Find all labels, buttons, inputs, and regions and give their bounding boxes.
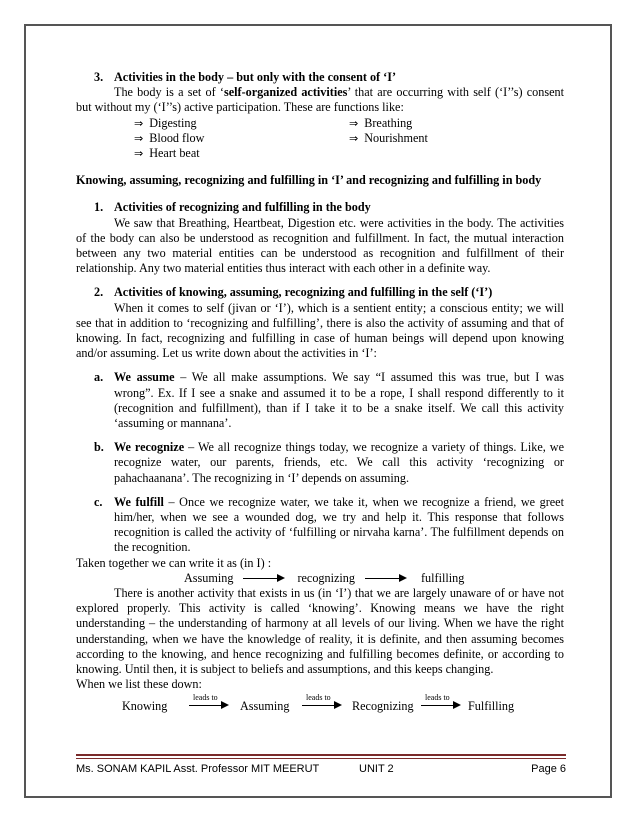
implies-arrow-icon: ⇒	[134, 131, 144, 145]
list-down-line: When we list these down:	[76, 677, 202, 692]
section-1-heading	[94, 200, 564, 215]
right-arrow-icon	[243, 578, 283, 579]
list-item	[134, 146, 349, 161]
flow-word: Fulfilling	[468, 699, 515, 714]
activity-item-assume	[94, 370, 564, 431]
item-text	[114, 370, 564, 431]
leads-to-label: leads to	[193, 693, 218, 703]
footer-rule-thin	[76, 758, 566, 759]
flow-word: Assuming	[240, 699, 290, 714]
text-run: – We all make assumptions. We say “I assumed this was true, but I was wrong”. Ex. If I see a snake and assumed it to be a rope, I shall respond differently to it (recognition and fulfillment), than if I take it to be a snake itself. We call this activity ‘assuming or mannana’.	[114, 370, 564, 431]
list-item	[349, 116, 564, 131]
bold-term: We fulfill	[114, 494, 164, 509]
flow-word: fulfilling	[420, 570, 465, 585]
section-number: 1.	[94, 200, 104, 215]
item-text	[114, 495, 564, 556]
section-number: 2.	[94, 285, 104, 300]
flow-word: Assuming	[184, 570, 234, 585]
function-list	[134, 116, 564, 162]
knowing-paragraph: There is another activity that exists in us (in ‘I’) that we are largely unaware of or have not explored properly. This activity is called ‘knowing’. Knowing means we have the right understanding – the understanding of harmony at all levels of our living. When we have the right understanding, when we have the knowledge of reality, it is definite, and then assuming becomes according to the knowing, and hence recognizing and fulfilling becomes definite, or according to knowing. Until then, it is subject to beliefs and assumptions, and this keeps changing.	[76, 586, 564, 677]
item-label: Breathing	[364, 115, 413, 130]
section-title: Activities of knowing, assuming, recognizing and fulfilling in the self (‘I’)	[114, 285, 493, 300]
footer-rule	[76, 754, 566, 756]
leads-to-label: leads to	[425, 693, 450, 703]
implies-arrow-icon: ⇒	[349, 116, 359, 130]
implies-arrow-icon: ⇒	[349, 131, 359, 145]
section-3-paragraph	[76, 85, 564, 115]
flow-word: Recognizing	[352, 699, 414, 714]
section-3-heading	[94, 70, 564, 85]
item-letter: b.	[94, 440, 104, 455]
right-arrow-icon	[421, 705, 459, 706]
together-line: Taken together we can write it as (in I) :	[76, 555, 272, 570]
page-number: Page 6	[531, 763, 566, 775]
text-run: – Once we recognize water, we take it, when we recognize a friend, we greet him/her, when we see a wounded dog, we try and help it. This response that follows recognition is called the activity of ‘fulfilling or nirvaha karna’. The fulfillment depends on the recognition.	[114, 494, 564, 555]
flow-word: recognizing	[297, 570, 355, 585]
flow-word: Knowing	[122, 699, 168, 714]
list-item	[134, 131, 349, 146]
flow-diagram-2	[76, 694, 564, 716]
section-title: Activities in the body – but only with the consent of ‘I’	[114, 70, 397, 84]
list-item	[349, 131, 564, 146]
item-letter: c.	[94, 494, 103, 509]
text-run: – We all recognize things today, we recognize a variety of things. Like, we recognize water, our parents, friends, etc. We call this activity ‘recognizing or pahachaanana’. The recognizing in ‘I’ depends on assuming.	[114, 440, 564, 485]
implies-arrow-icon: ⇒	[134, 146, 144, 160]
bold-term: We recognize	[114, 440, 185, 455]
activity-item-recognize	[94, 440, 564, 486]
text-run: The body is a set of ‘	[114, 85, 224, 100]
document-body	[76, 70, 564, 716]
section-2-heading	[94, 285, 564, 300]
bold-term: We assume	[114, 370, 175, 385]
page-footer	[76, 763, 566, 779]
text-run: ’ that are occurring with self (‘I’’s) consent but without my (‘I’’s) active participation. These are functions like:	[76, 85, 564, 115]
right-arrow-icon	[302, 705, 340, 706]
item-text	[114, 440, 564, 486]
footer-unit: UNIT 2	[359, 763, 394, 775]
section-title: Activities of recognizing and fulfilling in the body	[114, 200, 371, 215]
leads-to-label: leads to	[306, 693, 331, 703]
section-number: 3.	[94, 70, 104, 84]
implies-arrow-icon: ⇒	[134, 116, 144, 130]
flow-diagram-1	[184, 571, 564, 586]
main-heading: Knowing, assuming, recognizing and fulfilling in ‘I’ and recognizing and fulfilling in body	[76, 173, 542, 188]
activity-item-fulfill	[94, 495, 564, 556]
section-2-paragraph: When it comes to self (jivan or ‘I’), which is a sentient entity; a conscious entity; we will see that in addition to ‘recognizing and fulfilling’, there is also the activity of assuming and that of knowing. In fact, recognizing and fulfilling in case of human beings will depend upon knowing and/or assuming. Let us write down about the activities in ‘I’:	[76, 300, 564, 361]
right-arrow-icon	[189, 705, 227, 706]
item-label: Nourishment	[364, 130, 428, 145]
footer-author: Ms. SONAM KAPIL Asst. Professor MIT MEERUT	[76, 763, 320, 775]
right-arrow-icon	[365, 578, 405, 579]
item-letter: a.	[94, 370, 104, 385]
bold-term: self-organized activities	[224, 85, 348, 100]
item-label: Blood flow	[149, 130, 205, 145]
item-label: Digesting	[149, 115, 197, 130]
list-item	[134, 116, 349, 131]
section-1-paragraph: We saw that Breathing, Heartbeat, Digestion etc. were activities in the body. The activities of the body can also be understood as recognition and fulfillment. In fact, the mutual interaction between any two material entities can be understood as recognition and fulfillment of their relationship. Any two material entities thus interact with each other in a definite way.	[76, 215, 564, 276]
item-label: Heart beat	[149, 145, 200, 160]
